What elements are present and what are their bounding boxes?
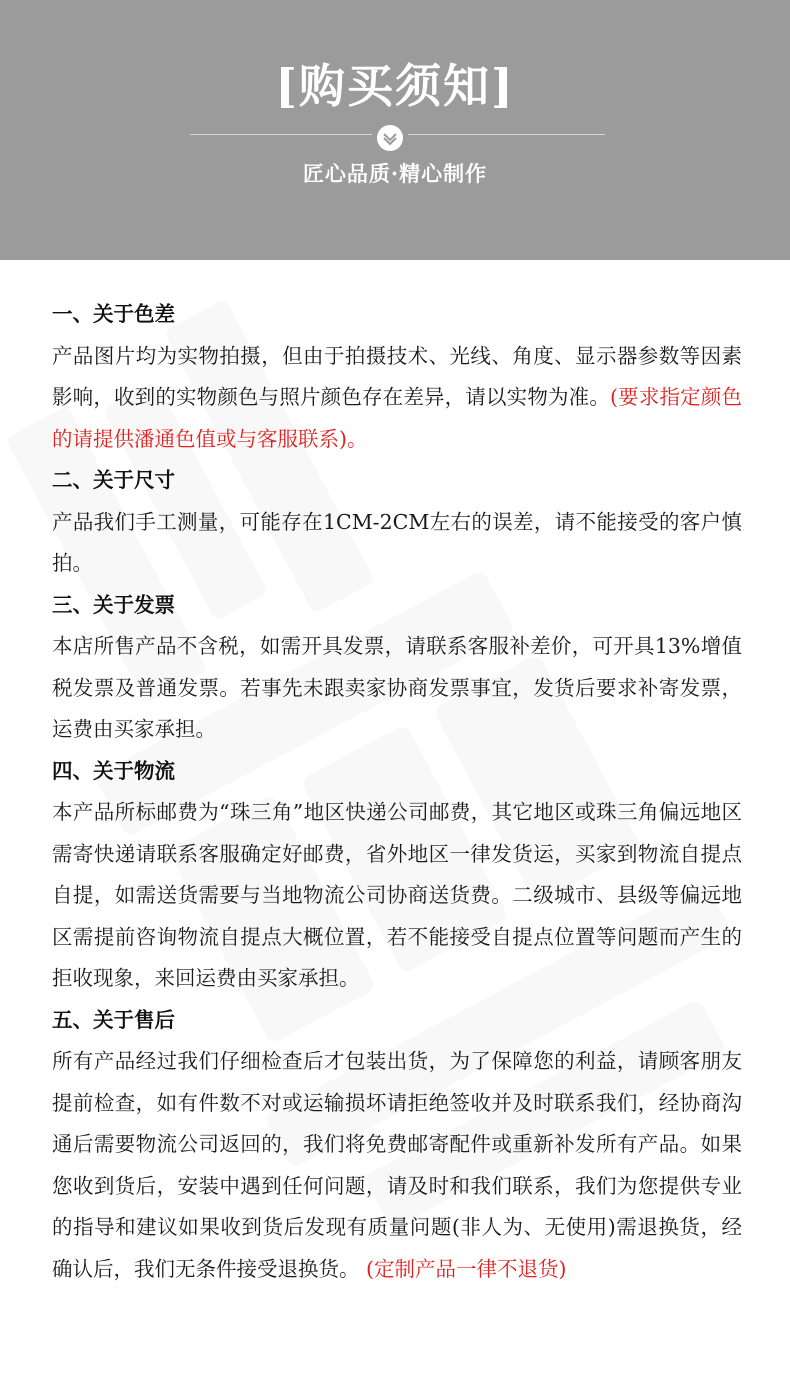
section-heading: 一、关于色差 — [52, 302, 175, 326]
section-heading: 二、关于尺寸 — [52, 468, 175, 492]
chevron-down-icon — [377, 125, 403, 151]
section-invoice — [52, 585, 742, 751]
section-after-sales — [52, 1000, 742, 1291]
page-title: [购买须知] — [275, 59, 515, 113]
notice-content — [52, 294, 742, 1290]
section-text: 产品图片均为实物拍摄，但由于拍摄技术、光线、角度、显示器参数等因素影响，收到的实物颜色与照片颜色存在差异，请以实物为准。 — [52, 343, 742, 409]
section-color-difference — [52, 294, 742, 460]
header-banner — [0, 0, 790, 260]
section-logistics — [52, 751, 742, 1000]
section-heading: 四、关于物流 — [52, 758, 175, 783]
section-heading: 五、关于售后 — [52, 1007, 175, 1032]
section-body — [52, 336, 742, 461]
divider-right — [408, 134, 605, 135]
highlight-note: (要求指定颜色的请提供潘通色值或与客服联系)。 — [52, 385, 742, 451]
section-heading: 三、关于发票 — [52, 592, 175, 617]
section-body: 本店所售产品不含税，如需开具发票，请联系客服补差价，可开具13%增值税发票及普通发票。若事先未跟卖家协商发票事宜，发货后要求补寄发票，运费由买家承担。 — [52, 634, 742, 741]
highlight-note: (定制产品一律不退货) — [366, 1256, 567, 1281]
section-body: 产品我们手工测量，可能存在1CM-2CM左右的误差，请不能接受的客户慎拍。 — [52, 509, 742, 575]
section-body — [52, 1041, 742, 1290]
page-subtitle: 匠心品质·精心制作 — [302, 161, 488, 186]
section-text: 所有产品经过我们仔细检查后才包装出货，为了保障您的利益，请顾客朋友提前检查，如有件数不对或运输损坏请拒绝签收并及时联系我们，经协商沟通后需要物流公司返回的，我们将免费邮寄配件或重新补发所有产品。如果您收到货后，安装中遇到任何问题，请及时和我们联系，我们为您提供专业的指导和建议如果收到货后发现有质量问题(非人为、无使用)需退换货，经确认后，我们无条件接受退换货。 — [52, 1049, 742, 1281]
section-size — [52, 460, 742, 585]
divider-left — [190, 134, 372, 135]
section-body: 本产品所标邮费为“珠三角”地区快递公司邮费，其它地区或珠三角偏远地区需寄快递请联系客服确定好邮费，省外地区一律发货运，买家到物流自提点自提，如需送货需要与当地物流公司协商送货费。二级城市、县级等偏远地区需提前咨询物流自提点大概位置，若不能接受自提点位置等问题而产生的拒收现象，来回运费由买家承担。 — [52, 800, 742, 990]
